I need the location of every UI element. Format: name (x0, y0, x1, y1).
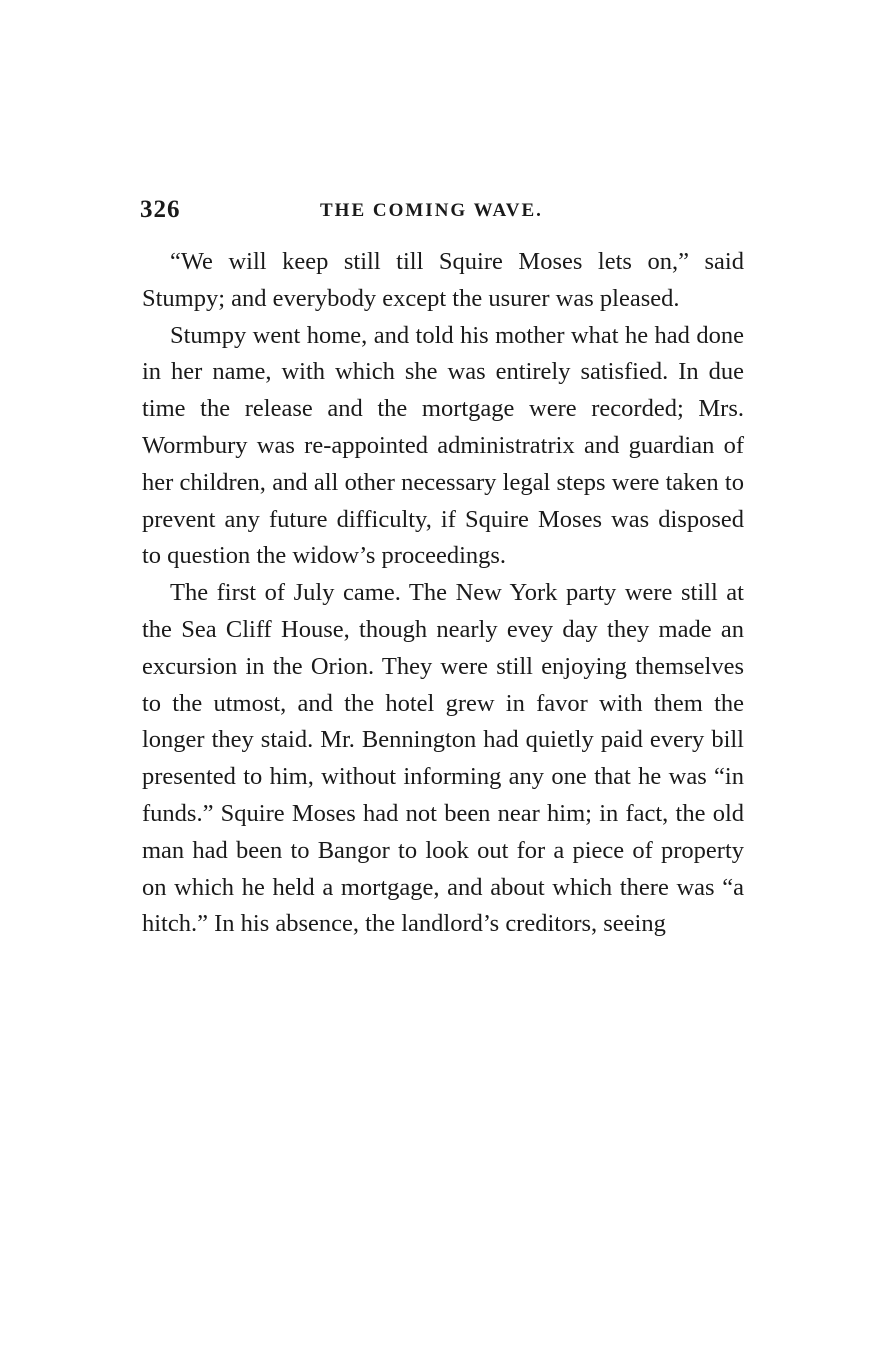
running-title: THE COMING WAVE. (320, 200, 543, 221)
paragraph: The first of July came. The New York party were still at the Sea Cliff House, though nearly evey day they made an excursion in the Orion. They were still enjoying themselves to the utmost, and the hotel grew in favor with them the longer they staid. Mr. Bennington had quietly paid every bill presented to him, without informing any one that he was “in funds.” Squire Moses had not been near him; in fact, the old man had been to Bangor to look out for a piece of property on which he held a mortgage, and about which there was “a hitch.” In his absence, the landlord’s creditors, seeing (142, 579, 744, 938)
paragraph: “We will keep still till Squire Moses lets on,” said Stumpy; and everybody except the usurer was pleased. (142, 248, 744, 312)
body-text (142, 244, 744, 943)
page-number: 326 (140, 196, 181, 223)
running-head (140, 196, 740, 228)
paragraph: Stumpy went home, and told his mother what he had done in her name, with which she was entirely satisfied. In due time the release and the mortgage were recorded; Mrs. Wormbury was re-appointed administratrix and guardian of her children, and all other necessary legal steps were taken to prevent any future difficulty, if Squire Moses was disposed to question the widow’s proceedings. (142, 321, 744, 570)
